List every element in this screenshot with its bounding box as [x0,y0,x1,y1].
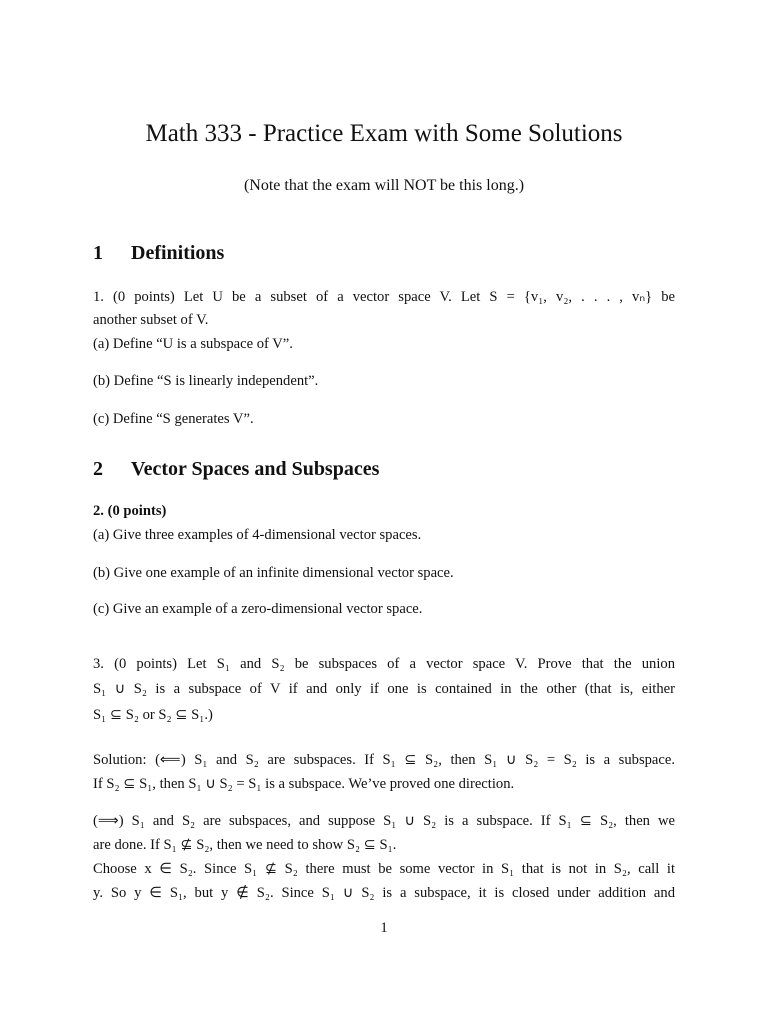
solution-line-2: If S₂ ⊆ S₁, then S₁ ∪ S₂ = S₁ is a subspace. We’ve proved one direction. [93,776,515,792]
solution-line-6: y. So y ∈ S₁, but y ∉ S₂. Since S₁ ∪ S₂ is a subspace, it is closed under addition and [93,885,675,901]
problem-1-part-b: (b) Define “S is linearly independent”. [93,373,319,389]
problem-1-part-c: (c) Define “S generates V”. [93,411,254,427]
page-subtitle: (Note that the exam will NOT be this long.) [243,177,525,194]
solution-line-5: Choose x ∈ S₂. Since S₁ ⊈ S₂ there must be some vector in S₁ that is not in S₂, call it [93,861,675,877]
problem-1-line-2: another subset of V. [93,312,209,328]
section-title: Definitions [131,242,225,264]
problem-2-part-b: (b) Give one example of an infinite dimensional vector space. [93,565,454,581]
section-number: 1 [93,242,103,264]
problem-3-line-2: S₁ ∪ S₂ is a subspace of V if and only if one is contained in the other (that is, either [93,681,675,697]
page-title: Math 333 - Practice Exam with Some Solutions [145,120,623,147]
solution-line-3: (⟹) S₁ and S₂ are subspaces, and suppose S₁ ∪ S₂ is a subspace. If S₁ ⊆ S₂, then we [93,813,675,829]
section-heading-definitions [93,242,224,265]
problem-1-part-a: (a) Define “U is a subspace of V”. [93,336,293,352]
problem-1-line-1: 1. (0 points) Let U be a subset of a vector space V. Let S = {v₁, v₂, . . . , vₙ} be [93,289,675,305]
solution-line-1: Solution: (⟸) S₁ and S₂ are subspaces. If S₁ ⊆ S₂, then S₁ ∪ S₂ = S₂ is a subspace. [93,752,675,768]
problem-2-header: 2. (0 points) [93,503,167,519]
problem-3-line-1: 3. (0 points) Let S₁ and S₂ be subspaces of a vector space V. Prove that the union [93,656,675,672]
solution-line-4: are done. If S₁ ⊈ S₂, then we need to show S₂ ⊆ S₁. [93,837,397,853]
page-number: 1 [380,920,388,936]
problem-2-part-c: (c) Give an example of a zero-dimensional vector space. [93,601,423,617]
problem-3-line-3: S₁ ⊆ S₂ or S₂ ⊆ S₁.) [93,707,213,723]
section-heading-vector-spaces [93,458,379,481]
problem-2-part-a: (a) Give three examples of 4-dimensional vector spaces. [93,527,422,543]
section-number: 2 [93,458,103,480]
section-title: Vector Spaces and Subspaces [131,458,380,480]
